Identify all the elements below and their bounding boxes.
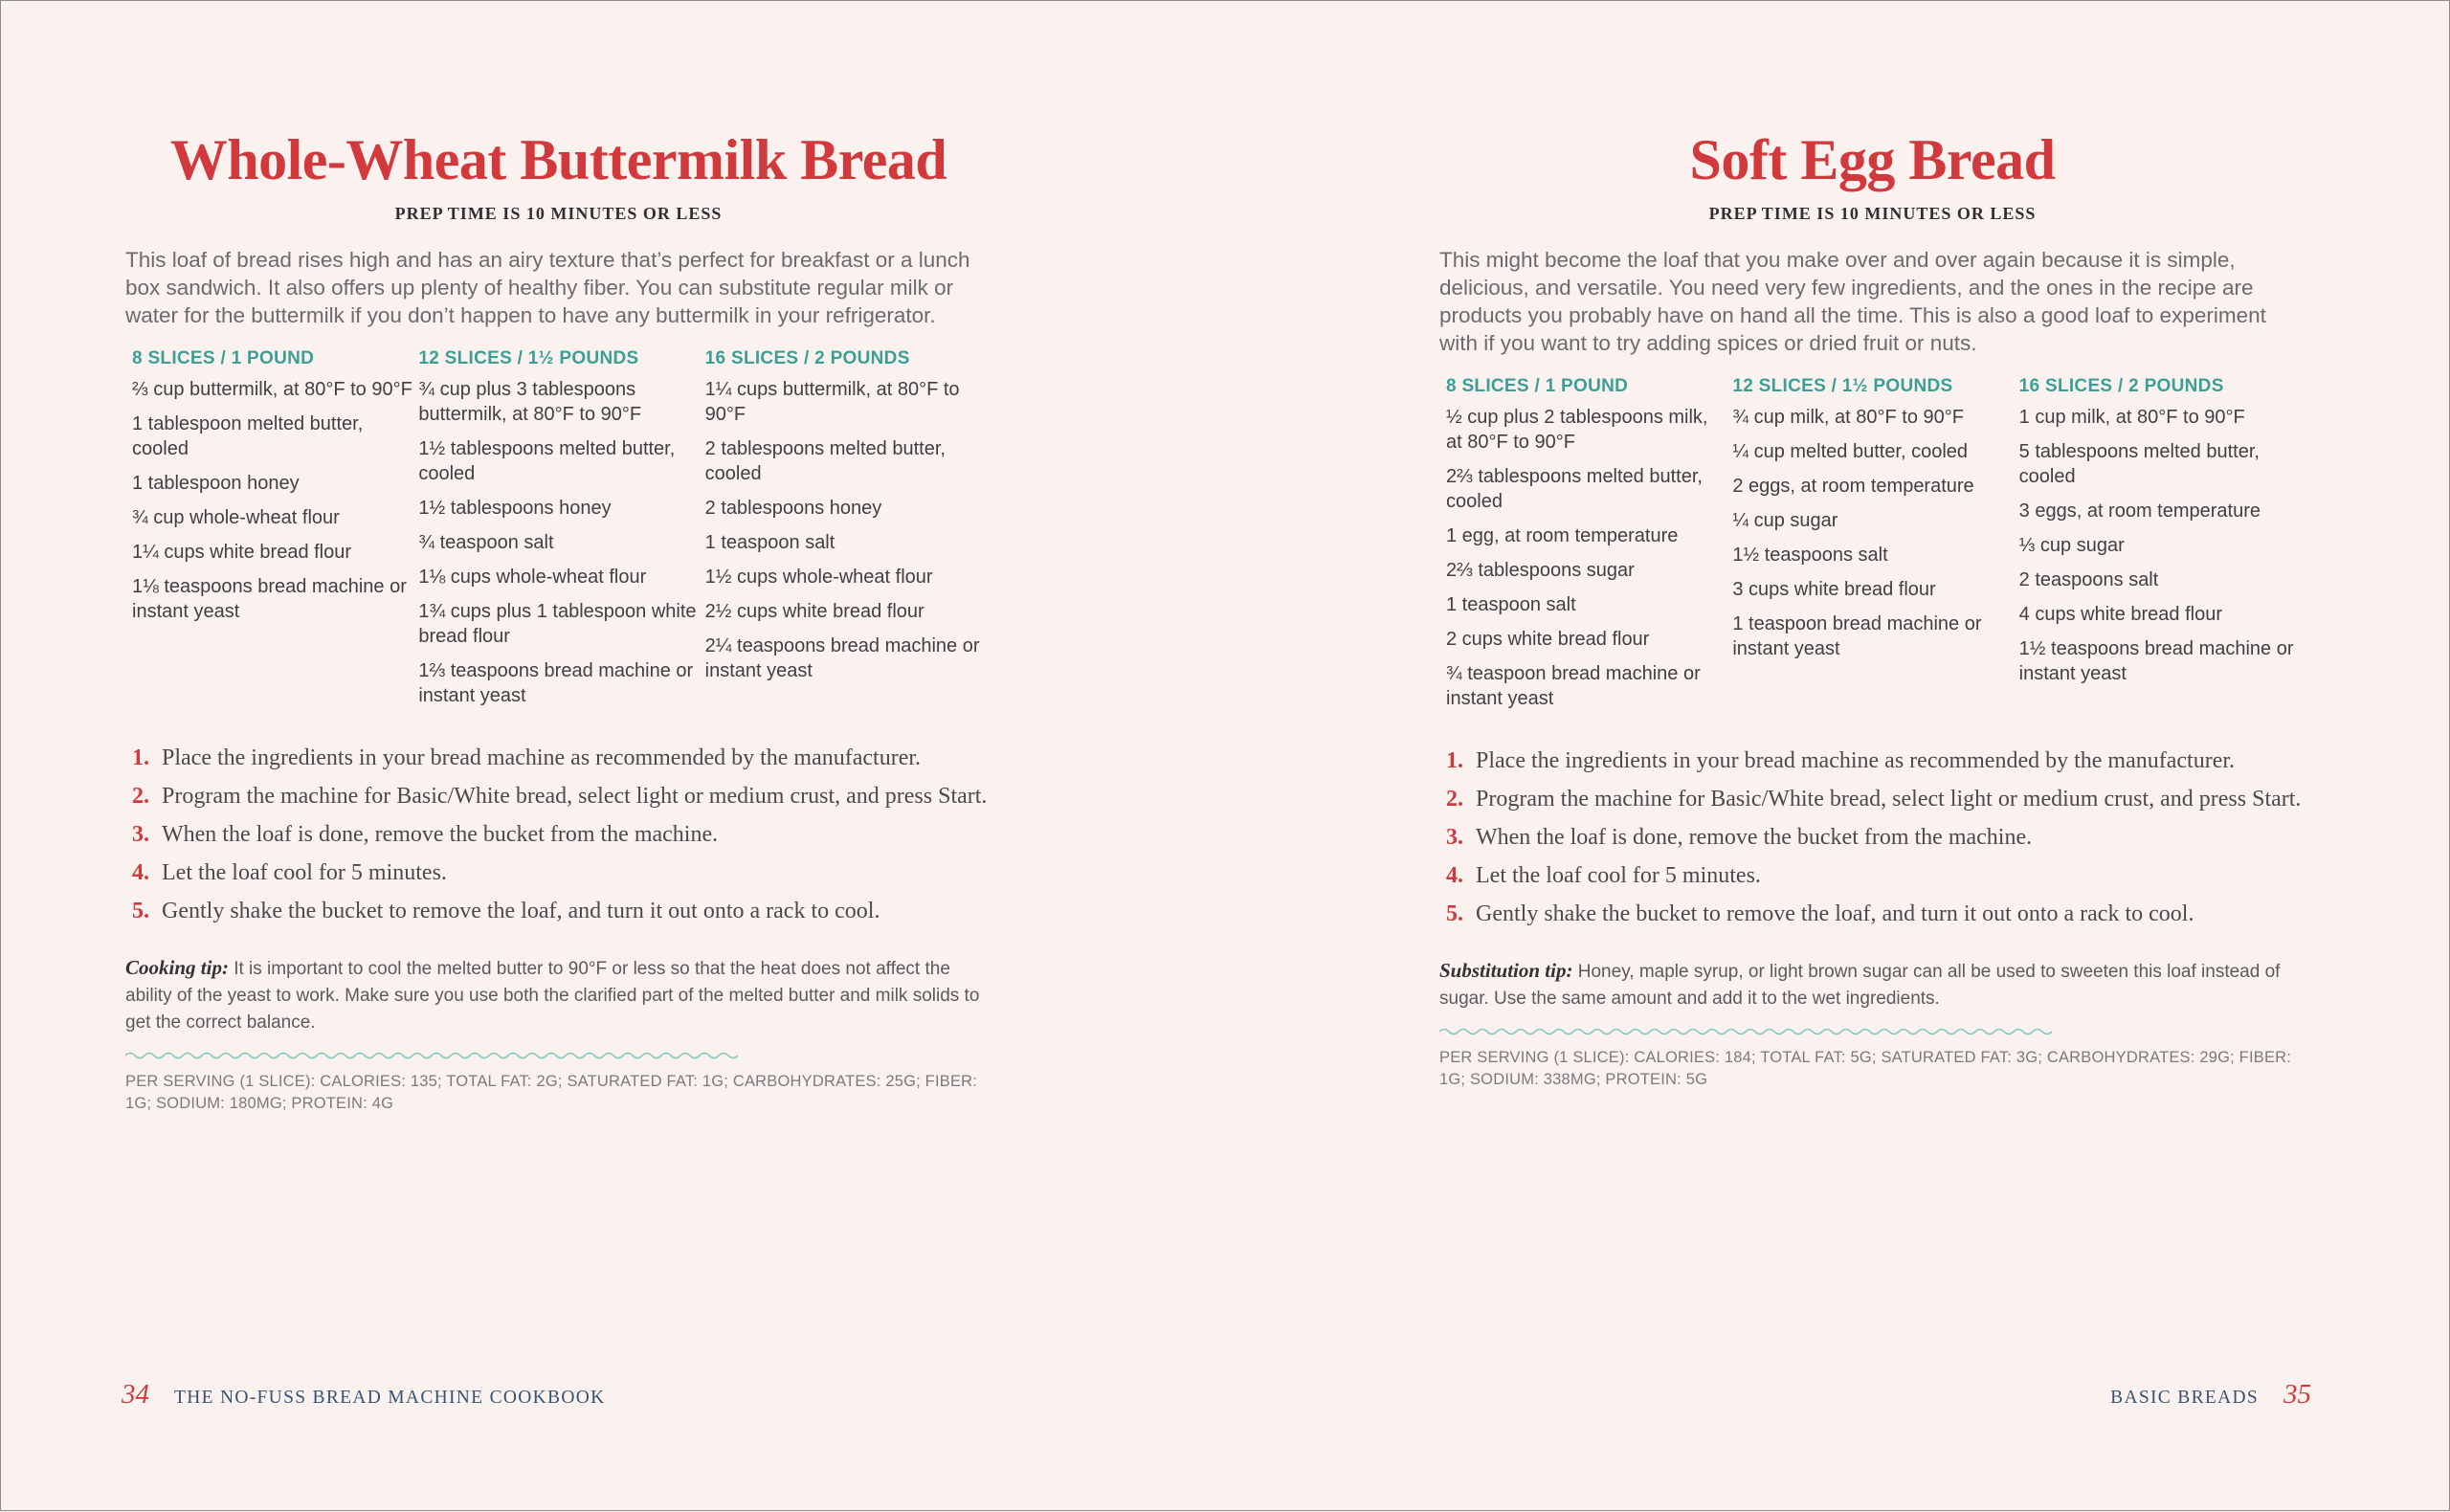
step-text: Let the loaf cool for 5 minutes. xyxy=(1476,863,1761,888)
ingredient: 2½ cups white bread flour xyxy=(704,601,924,622)
ingredient: 1⅛ teaspoons bread machine or instant yeast xyxy=(132,576,407,622)
nutrition-info: PER SERVING (1 SLICE): CALORIES: 135; TOTAL FAT: 2G; SATURATED FAT: 1G; CARBOHYDRATES: 25G; FIBER: 1G; SODIUM: 180MG; PROTEIN: 4G xyxy=(125,1073,978,1112)
step-text: When the loaf is done, remove the bucket from the machine. xyxy=(1476,825,2033,850)
ingredient: 1⅛ cups whole-wheat flour xyxy=(418,567,647,588)
running-footer: BASIC BREADS xyxy=(2110,1388,2259,1408)
ingredient: ¾ cup milk, at 80°F to 90°F xyxy=(1732,407,1964,428)
step-text: Program the machine for Basic/White bread, select light or medium crust, and press Start. xyxy=(1476,787,2302,812)
step-number: 1. xyxy=(1446,748,1463,773)
ingredient: 1¼ cups buttermilk, at 80°F to 90°F xyxy=(704,379,960,425)
step xyxy=(125,781,991,812)
ingredient-column-16-slices xyxy=(705,348,991,718)
ingredient: 1¾ cups plus 1 tablespoon white bread flour xyxy=(418,601,697,647)
step xyxy=(125,896,991,927)
step-number: 4. xyxy=(132,860,149,885)
ingredient: 3 cups white bread flour xyxy=(1732,579,1936,600)
step-text: Let the loaf cool for 5 minutes. xyxy=(162,860,447,885)
ingredient-column-8-slices xyxy=(1446,376,1732,721)
column-heading: 8 SLICES / 1 POUND xyxy=(132,348,315,368)
prep-time: PREP TIME IS 10 MINUTES OR LESS xyxy=(394,204,723,223)
ingredient: 2⅔ tablespoons melted butter, cooled xyxy=(1446,466,1703,512)
column-heading: 16 SLICES / 2 POUNDS xyxy=(2018,376,2224,396)
step xyxy=(1439,745,2305,777)
page-footer xyxy=(2110,1379,2311,1411)
recipe-title: Soft Egg Bread xyxy=(1689,128,2056,191)
page-number: 35 xyxy=(2283,1379,2311,1410)
ingredient: 1 teaspoon salt xyxy=(1446,594,1576,615)
ingredient: 3 eggs, at room temperature xyxy=(2018,500,2261,522)
recipe-intro: This might become the loaf that you make over and over again because it is simple, delicious, and versatile. You need very few ingredients, and the ones in the recipe are products you probably have on hand all the time. This is also a good loaf to experiment with if you want to try adding spices or dried fruit or nuts. xyxy=(1439,248,2266,355)
step-number: 3. xyxy=(132,822,149,847)
step xyxy=(125,857,991,889)
tip-text: Honey, maple syrup, or light brown sugar can all be used to sweeten this loaf instead of sugar. Use the same amount and add it to the wet ingredients. xyxy=(1439,962,2281,1009)
ingredient: 2 cups white bread flour xyxy=(1446,629,1650,650)
ingredient: ¾ teaspoon salt xyxy=(418,532,554,553)
wave-divider xyxy=(1439,1026,2057,1037)
step-text: Place the ingredients in your bread machine as recommended by the manufacturer. xyxy=(162,745,922,770)
ingredient: ¾ cup plus 3 tablespoons buttermilk, at 80°F to 90°F xyxy=(418,379,642,425)
ingredient: 1½ cups whole-wheat flour xyxy=(704,567,933,588)
recipe-soft-egg-bread xyxy=(1439,123,2305,1091)
column-heading: 12 SLICES / 1½ POUNDS xyxy=(418,348,639,368)
ingredient: ⅔ cup buttermilk, at 80°F to 90°F xyxy=(132,379,412,400)
ingredient: 1½ teaspoons salt xyxy=(1732,545,1888,566)
ingredient: ½ cup plus 2 tablespoons milk, at 80°F to 90°F xyxy=(1446,407,1708,453)
step-text: Program the machine for Basic/White bread, select light or medium crust, and press Start. xyxy=(162,784,988,809)
tip-label: Substitution tip: xyxy=(1439,959,1573,982)
ingredient: ¼ cup melted butter, cooled xyxy=(1732,441,1969,462)
recipe-title: Whole-Wheat Buttermilk Bread xyxy=(169,128,947,191)
ingredient: 2 tablespoons honey xyxy=(704,498,882,519)
ingredient: 1 tablespoon melted butter, cooled xyxy=(132,413,364,459)
ingredient: ⅓ cup sugar xyxy=(2018,535,2125,556)
nutrition-info: PER SERVING (1 SLICE): CALORIES: 184; TOTAL FAT: 5G; SATURATED FAT: 3G; CARBOHYDRATES: 29G; FIBER: 1G; SODIUM: 338MG; PROTEIN: 5G xyxy=(1439,1049,2292,1088)
ingredient: 1 teaspoon salt xyxy=(704,532,835,553)
column-heading: 16 SLICES / 2 POUNDS xyxy=(704,348,910,368)
step xyxy=(125,819,991,851)
ingredient: 1 cup milk, at 80°F to 90°F xyxy=(2018,407,2245,428)
step xyxy=(1439,822,2305,854)
ingredient: 1½ tablespoons melted butter, cooled xyxy=(418,438,676,484)
recipe-whole-wheat-buttermilk-bread xyxy=(125,123,991,1115)
prep-time: PREP TIME IS 10 MINUTES OR LESS xyxy=(1708,204,2037,223)
step-number: 5. xyxy=(132,899,149,923)
step-number: 4. xyxy=(1446,863,1463,888)
step-number: 3. xyxy=(1446,825,1463,850)
ingredient: 1 egg, at room temperature xyxy=(1446,525,1679,546)
step-number: 5. xyxy=(1446,901,1463,926)
ingredient: ¾ cup whole-wheat flour xyxy=(132,507,340,528)
step-text: Gently shake the bucket to remove the loaf, and turn it out onto a rack to cool. xyxy=(162,899,880,923)
step xyxy=(1439,860,2305,892)
ingredient: ¾ teaspoon bread machine or instant yeast xyxy=(1446,663,1701,709)
instruction-steps xyxy=(1439,745,2305,930)
step xyxy=(1439,899,2305,930)
ingredient-column-8-slices xyxy=(132,348,418,718)
page-footer xyxy=(122,1379,605,1411)
ingredient-columns xyxy=(125,348,991,718)
recipe-intro: This loaf of bread rises high and has an airy texture that’s perfect for breakfast or a lunch box sandwich. It also offers up plenty of healthy fiber. You can substitute regular milk or water for the buttermilk if you don’t happen to have any buttermilk in your refrigerator. xyxy=(125,248,970,327)
step-text: When the loaf is done, remove the bucket from the machine. xyxy=(162,822,719,847)
ingredient-column-16-slices xyxy=(2019,376,2305,721)
column-heading: 8 SLICES / 1 POUND xyxy=(1446,376,1629,396)
step-number: 2. xyxy=(132,784,149,809)
instruction-steps xyxy=(125,743,991,927)
ingredient: 1½ tablespoons honey xyxy=(418,498,612,519)
ingredient: 1½ teaspoons bread machine or instant yeast xyxy=(2018,638,2294,684)
ingredient: 1⅔ teaspoons bread machine or instant yeast xyxy=(418,660,694,706)
tip-label: Cooking tip: xyxy=(125,956,229,979)
step xyxy=(1439,784,2305,815)
ingredient: 2 tablespoons melted butter, cooled xyxy=(704,438,946,484)
ingredient: 1 teaspoon bread machine or instant yeast xyxy=(1732,613,1982,659)
step-text: Place the ingredients in your bread machine as recommended by the manufacturer. xyxy=(1476,748,2236,773)
substitution-tip xyxy=(1439,957,2305,1012)
ingredient: 2⅔ tablespoons sugar xyxy=(1446,560,1635,581)
page-number: 34 xyxy=(122,1379,149,1410)
ingredient: 1¼ cups white bread flour xyxy=(132,542,352,563)
step-text: Gently shake the bucket to remove the loaf, and turn it out onto a rack to cool. xyxy=(1476,901,2194,926)
ingredient: 1 tablespoon honey xyxy=(132,473,300,494)
ingredient: 2 teaspoons salt xyxy=(2018,569,2159,590)
ingredient: 4 cups white bread flour xyxy=(2018,604,2222,625)
ingredient: 2¼ teaspoons bread machine or instant yeast xyxy=(704,635,980,681)
right-page xyxy=(1226,1,2450,1512)
ingredient-columns xyxy=(1439,376,2305,721)
step xyxy=(125,743,991,774)
wave-divider xyxy=(125,1050,743,1061)
ingredient-column-12-slices xyxy=(1732,376,2018,721)
ingredient-column-12-slices xyxy=(418,348,704,718)
ingredient: ¼ cup sugar xyxy=(1732,510,1838,531)
ingredient: 2 eggs, at room temperature xyxy=(1732,476,1974,497)
running-footer: THE NO-FUSS BREAD MACHINE COOKBOOK xyxy=(174,1388,606,1408)
step-number: 2. xyxy=(1446,787,1463,812)
left-page xyxy=(1,1,1226,1512)
cooking-tip xyxy=(125,954,991,1036)
tip-text: It is important to cool the melted butter to 90°F or less so that the heat does not affect the ability of the yeast to work. Make sure you use both the clarified part of the melted butter and milk solids to get the correct balance. xyxy=(125,959,980,1033)
ingredient: 5 tablespoons melted butter, cooled xyxy=(2018,441,2260,487)
column-heading: 12 SLICES / 1½ POUNDS xyxy=(1732,376,1953,396)
step-number: 1. xyxy=(132,745,149,770)
